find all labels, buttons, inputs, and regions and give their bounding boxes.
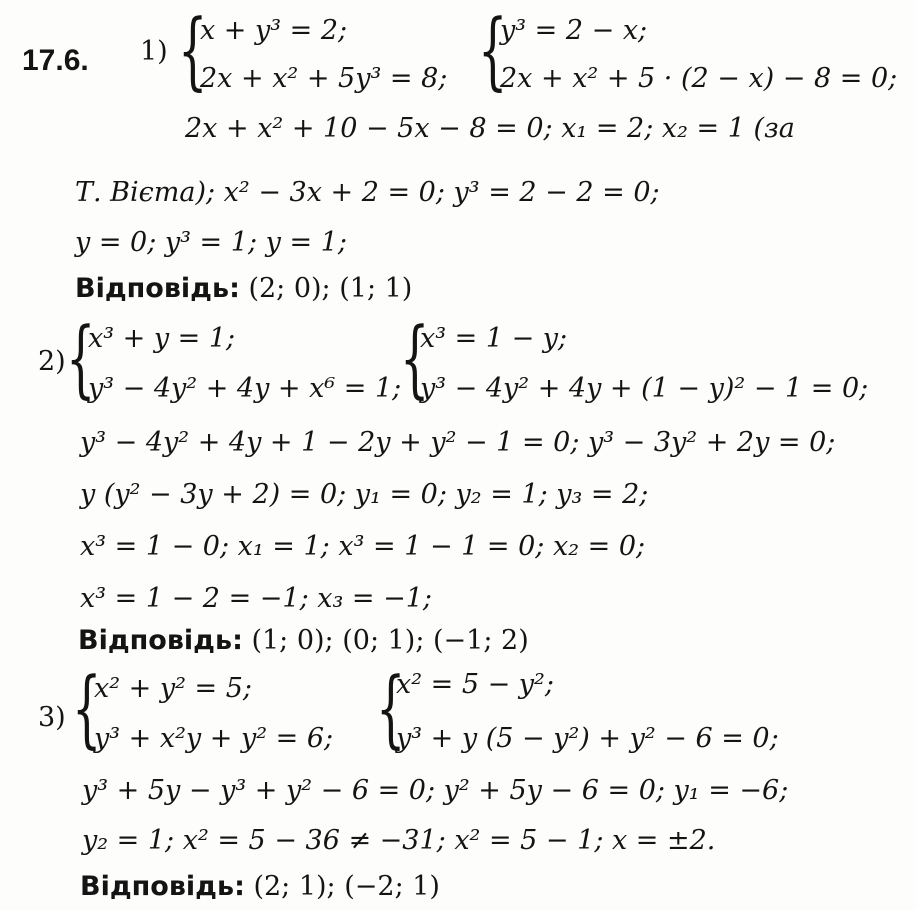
part2-system-a-eq2: y³ − 4y² + 4y + x⁶ = 1; — [88, 373, 402, 404]
part1-label: 1) — [140, 36, 168, 67]
part2-system-b-eq1: x³ = 1 − y; — [420, 323, 568, 354]
part2-answer — [78, 624, 529, 658]
part2-system-b-eq2: y³ − 4y² + 4y + (1 − y)² − 1 = 0; — [420, 373, 869, 404]
part3-answer-value: (2; 1); (−2; 1) — [244, 871, 440, 902]
part1-line3: y = 0; y³ = 1; y = 1; — [75, 227, 347, 258]
part3-system-a-eq2: y³ + x²y + y² = 6; — [94, 723, 334, 754]
part1-answer-value: (2; 0); (1; 1) — [239, 273, 413, 304]
part1-brace-b: { — [478, 1, 508, 99]
part3-label: 3) — [38, 702, 66, 733]
part2-brace-a: { — [66, 309, 96, 407]
part2-line1: y³ − 4y² + 4y + 1 − 2y + y² − 1 = 0; y³ − 3y² + 2y = 0; — [80, 427, 836, 458]
part1-line1: 2x + x² + 10 − 5x − 8 = 0; x₁ = 2; x₂ = 1 (за — [185, 113, 795, 144]
part1-system-a-eq1: x + y³ = 2; — [200, 15, 348, 46]
part3-answer-label: Відповідь: — [80, 871, 245, 902]
part1-system-b-eq2: 2x + x² + 5 · (2 − x) − 8 = 0; — [500, 63, 898, 94]
part2-line4: x³ = 1 − 2 = −1; x₃ = −1; — [80, 583, 432, 614]
part3-brace-a: { — [72, 659, 102, 757]
part3-system-b-eq1: x² = 5 − y²; — [396, 669, 554, 700]
part2-line3: x³ = 1 − 0; x₁ = 1; x³ = 1 − 1 = 0; x₂ = 0; — [80, 531, 646, 562]
part2-line2: y (y² − 3y + 2) = 0; y₁ = 0; y₂ = 1; y₃ = 2; — [80, 479, 649, 510]
part3-answer — [80, 870, 440, 904]
part3-line2: y₂ = 1; x² = 5 − 36 ≠ −31; x² = 5 − 1; x = ±2. — [82, 825, 716, 856]
part1-answer — [75, 272, 412, 306]
part2-label: 2) — [38, 346, 66, 377]
part3-brace-b: { — [376, 659, 406, 757]
part1-system-b-eq1: y³ = 2 − x; — [500, 15, 648, 46]
part1-line2: Т. Вієта); x² − 3x + 2 = 0; y³ = 2 − 2 = 0; — [75, 177, 660, 208]
part1-system-a-eq2: 2x + x² + 5y³ = 8; — [200, 63, 448, 94]
part3-system-a-eq1: x² + y² = 5; — [94, 673, 252, 704]
part3-system-b-eq2: y³ + y (5 − y²) + y² − 6 = 0; — [396, 723, 779, 754]
problem-number: 17.6. — [22, 44, 89, 77]
part3-line1: y³ + 5y − y³ + y² − 6 = 0; y² + 5y − 6 = 0; y₁ = −6; — [82, 775, 789, 806]
part1-answer-label: Відповідь: — [75, 273, 240, 304]
part2-answer-label: Відповідь: — [78, 625, 243, 656]
part2-system-a-eq1: x³ + y = 1; — [88, 323, 236, 354]
part1-brace-a: { — [178, 1, 208, 99]
part2-brace-b: { — [400, 309, 430, 407]
part2-answer-value: (1; 0); (0; 1); (−1; 2) — [242, 625, 529, 656]
